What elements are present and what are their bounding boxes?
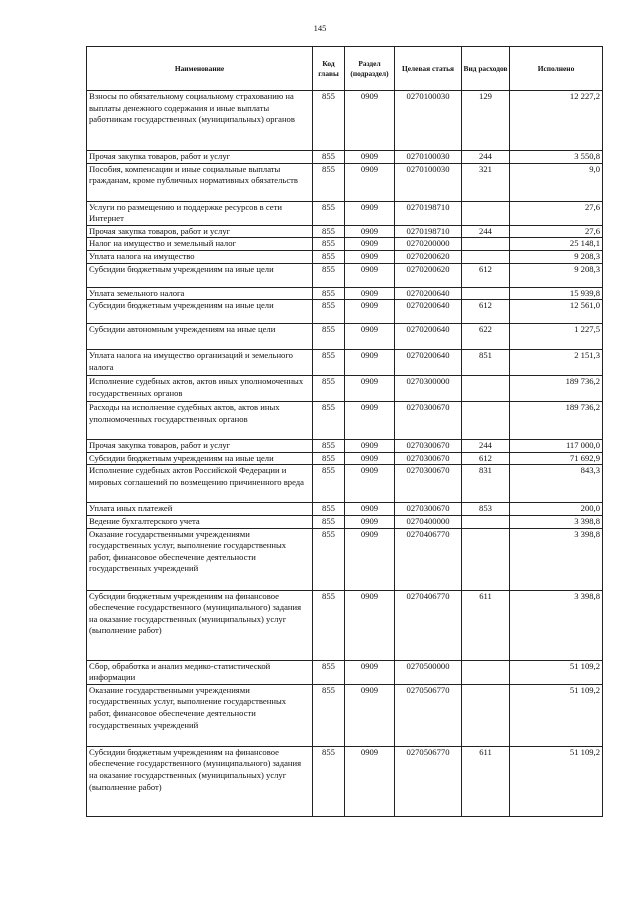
row-vid: 612 — [462, 452, 510, 465]
row-executed: 3 550,8 — [510, 151, 603, 164]
row-target: 0270200620 — [395, 250, 462, 263]
row-target: 0270506770 — [395, 746, 462, 816]
row-code: 855 — [313, 324, 345, 350]
row-vid — [462, 287, 510, 300]
row-vid — [462, 684, 510, 746]
row-target: 0270200620 — [395, 263, 462, 287]
table-row — [87, 660, 603, 684]
row-name: Субсидии бюджетным учреждениям на финансовое обеспечение государственного (муниципального) задания на оказание государственных (муниципальных) услуг (выполнение работ) — [87, 746, 313, 816]
table-row — [87, 250, 603, 263]
row-name: Субсидии бюджетным учреждениям на иные цели — [87, 300, 313, 324]
row-code: 855 — [313, 660, 345, 684]
row-executed: 27,6 — [510, 225, 603, 238]
row-vid — [462, 528, 510, 590]
row-section: 0909 — [345, 452, 395, 465]
row-name: Субсидии автономным учреждениям на иные цели — [87, 324, 313, 350]
row-vid: 611 — [462, 590, 510, 660]
row-name: Уплата налога на имущество — [87, 250, 313, 263]
row-vid: 611 — [462, 746, 510, 816]
row-vid: 321 — [462, 163, 510, 201]
table-row — [87, 263, 603, 287]
row-name: Субсидии бюджетным учреждениям на иные цели — [87, 263, 313, 287]
row-target: 0270300670 — [395, 465, 462, 503]
row-executed: 189 736,2 — [510, 402, 603, 440]
table-row — [87, 238, 603, 251]
row-code: 855 — [313, 465, 345, 503]
row-name: Налог на имущество и земельный налог — [87, 238, 313, 251]
row-name: Ведение бухгалтерского учета — [87, 515, 313, 528]
table-row — [87, 528, 603, 590]
row-code: 855 — [313, 263, 345, 287]
row-code: 855 — [313, 746, 345, 816]
row-name: Субсидии бюджетным учреждениям на финансовое обеспечение государственного (муниципального) задания на оказание государственных (муниципальных) услуг (выполнение работ) — [87, 590, 313, 660]
row-target: 0270100030 — [395, 163, 462, 201]
row-section: 0909 — [345, 163, 395, 201]
table-row — [87, 225, 603, 238]
table-row — [87, 452, 603, 465]
row-name: Исполнение судебных актов, актов иных уполномоченных государственных органов — [87, 376, 313, 402]
row-section: 0909 — [345, 684, 395, 746]
row-name: Взносы по обязательному социальному страхованию на выплаты денежного содержания и иные выплаты работникам государственных (муниципальных) органов — [87, 91, 313, 151]
row-executed: 51 109,2 — [510, 684, 603, 746]
row-executed: 9,0 — [510, 163, 603, 201]
row-code: 855 — [313, 528, 345, 590]
row-executed: 3 398,8 — [510, 528, 603, 590]
row-vid: 831 — [462, 465, 510, 503]
row-executed: 843,3 — [510, 465, 603, 503]
row-section: 0909 — [345, 746, 395, 816]
row-name: Оказание государственными учреждениями государственных услуг, выполнение государственных работ, финансовое обеспечение деятельности государственных учреждений — [87, 684, 313, 746]
row-code: 855 — [313, 590, 345, 660]
row-vid: 129 — [462, 91, 510, 151]
row-name: Уплата земельного налога — [87, 287, 313, 300]
row-code: 855 — [313, 287, 345, 300]
row-section: 0909 — [345, 250, 395, 263]
row-code: 855 — [313, 515, 345, 528]
table-row — [87, 376, 603, 402]
row-name: Услуги по размещению и поддержке ресурсов в сети Интернет — [87, 201, 313, 225]
row-vid — [462, 376, 510, 402]
row-code: 855 — [313, 250, 345, 263]
row-name: Пособия, компенсации и иные социальные выплаты гражданам, кроме публичных нормативных обязательств — [87, 163, 313, 201]
row-target: 0270300670 — [395, 503, 462, 516]
row-vid: 612 — [462, 300, 510, 324]
table-row — [87, 402, 603, 440]
row-target: 0270200640 — [395, 287, 462, 300]
row-code: 855 — [313, 238, 345, 251]
row-target: 0270300000 — [395, 376, 462, 402]
row-section: 0909 — [345, 503, 395, 516]
row-target: 0270100030 — [395, 91, 462, 151]
table-row — [87, 201, 603, 225]
row-vid — [462, 250, 510, 263]
row-code: 855 — [313, 163, 345, 201]
row-target: 0270200640 — [395, 324, 462, 350]
row-code: 855 — [313, 402, 345, 440]
table-row — [87, 590, 603, 660]
header-target: Целевая статья — [395, 47, 462, 91]
row-code: 855 — [313, 440, 345, 453]
row-target: 0270400000 — [395, 515, 462, 528]
row-target: 0270198710 — [395, 225, 462, 238]
row-executed: 51 109,2 — [510, 660, 603, 684]
row-target: 0270506770 — [395, 684, 462, 746]
row-target: 0270200640 — [395, 300, 462, 324]
table-row — [87, 324, 603, 350]
table-row — [87, 684, 603, 746]
row-section: 0909 — [345, 440, 395, 453]
row-target: 0270200000 — [395, 238, 462, 251]
row-target: 0270406770 — [395, 590, 462, 660]
row-code: 855 — [313, 225, 345, 238]
table-row — [87, 151, 603, 164]
row-section: 0909 — [345, 151, 395, 164]
table-row — [87, 515, 603, 528]
row-code: 855 — [313, 151, 345, 164]
row-target: 0270500000 — [395, 660, 462, 684]
row-executed: 1 227,5 — [510, 324, 603, 350]
row-executed: 117 000,0 — [510, 440, 603, 453]
row-target: 0270100030 — [395, 151, 462, 164]
row-executed: 200,0 — [510, 503, 603, 516]
header-row — [87, 47, 603, 91]
row-name: Оказание государственными учреждениями государственных услуг, выполнение государственных работ, финансовое обеспечение деятельности государственных учреждений — [87, 528, 313, 590]
row-section: 0909 — [345, 350, 395, 376]
header-executed: Исполнено — [510, 47, 603, 91]
row-section: 0909 — [345, 324, 395, 350]
row-name: Исполнение судебных актов Российской Федерации и мировых соглашений по возмещению причиненного вреда — [87, 465, 313, 503]
row-name: Расходы на исполнение судебных актов, актов иных уполномоченных государственных органов — [87, 402, 313, 440]
row-section: 0909 — [345, 91, 395, 151]
row-executed: 9 208,3 — [510, 250, 603, 263]
table-row — [87, 91, 603, 151]
row-vid: 622 — [462, 324, 510, 350]
table-row — [87, 440, 603, 453]
row-vid: 244 — [462, 225, 510, 238]
row-vid — [462, 660, 510, 684]
row-executed: 71 692,9 — [510, 452, 603, 465]
row-name: Прочая закупка товаров, работ и услуг — [87, 440, 313, 453]
header-vid: Вид расходов — [462, 47, 510, 91]
row-section: 0909 — [345, 376, 395, 402]
row-section: 0909 — [345, 300, 395, 324]
row-name: Уплата налога на имущество организаций и земельного налога — [87, 350, 313, 376]
row-vid: 851 — [462, 350, 510, 376]
row-executed: 27,6 — [510, 201, 603, 225]
table-row — [87, 465, 603, 503]
row-code: 855 — [313, 452, 345, 465]
row-name: Уплата иных платежей — [87, 503, 313, 516]
row-executed: 15 939,8 — [510, 287, 603, 300]
row-name: Прочая закупка товаров, работ и услуг — [87, 151, 313, 164]
row-executed: 12 561,0 — [510, 300, 603, 324]
row-executed: 9 208,3 — [510, 263, 603, 287]
row-executed: 189 736,2 — [510, 376, 603, 402]
row-section: 0909 — [345, 287, 395, 300]
row-executed: 2 151,3 — [510, 350, 603, 376]
row-vid: 612 — [462, 263, 510, 287]
header-section: Раздел (подраздел) — [345, 47, 395, 91]
header-code: Код главы — [313, 47, 345, 91]
row-vid: 244 — [462, 151, 510, 164]
table-row — [87, 503, 603, 516]
row-executed: 25 148,1 — [510, 238, 603, 251]
table-row — [87, 746, 603, 816]
row-target: 0270300670 — [395, 452, 462, 465]
row-section: 0909 — [345, 590, 395, 660]
row-target: 0270200640 — [395, 350, 462, 376]
row-code: 855 — [313, 300, 345, 324]
row-vid — [462, 238, 510, 251]
row-executed: 3 398,8 — [510, 515, 603, 528]
row-section: 0909 — [345, 201, 395, 225]
row-section: 0909 — [345, 660, 395, 684]
row-code: 855 — [313, 376, 345, 402]
row-section: 0909 — [345, 225, 395, 238]
row-code: 855 — [313, 684, 345, 746]
row-vid — [462, 201, 510, 225]
row-section: 0909 — [345, 402, 395, 440]
row-target: 0270406770 — [395, 528, 462, 590]
row-target: 0270300670 — [395, 402, 462, 440]
row-target: 0270300670 — [395, 440, 462, 453]
page-number: 145 — [313, 23, 327, 33]
row-section: 0909 — [345, 465, 395, 503]
table-row — [87, 350, 603, 376]
row-name: Сбор, обработка и анализ медико-статистической информации — [87, 660, 313, 684]
row-code: 855 — [313, 350, 345, 376]
row-name: Прочая закупка товаров, работ и услуг — [87, 225, 313, 238]
row-section: 0909 — [345, 238, 395, 251]
row-executed: 3 398,8 — [510, 590, 603, 660]
row-section: 0909 — [345, 528, 395, 590]
row-target: 0270198710 — [395, 201, 462, 225]
row-vid: 244 — [462, 440, 510, 453]
row-section: 0909 — [345, 515, 395, 528]
budget-table — [86, 46, 603, 817]
table-row — [87, 287, 603, 300]
row-vid — [462, 515, 510, 528]
row-vid: 853 — [462, 503, 510, 516]
row-executed: 51 109,2 — [510, 746, 603, 816]
row-code: 855 — [313, 201, 345, 225]
header-name: Наименование — [87, 47, 313, 91]
row-code: 855 — [313, 503, 345, 516]
row-executed: 12 227,2 — [510, 91, 603, 151]
table-row — [87, 300, 603, 324]
row-vid — [462, 402, 510, 440]
table-row — [87, 163, 603, 201]
row-section: 0909 — [345, 263, 395, 287]
row-name: Субсидии бюджетным учреждениям на иные цели — [87, 452, 313, 465]
row-code: 855 — [313, 91, 345, 151]
